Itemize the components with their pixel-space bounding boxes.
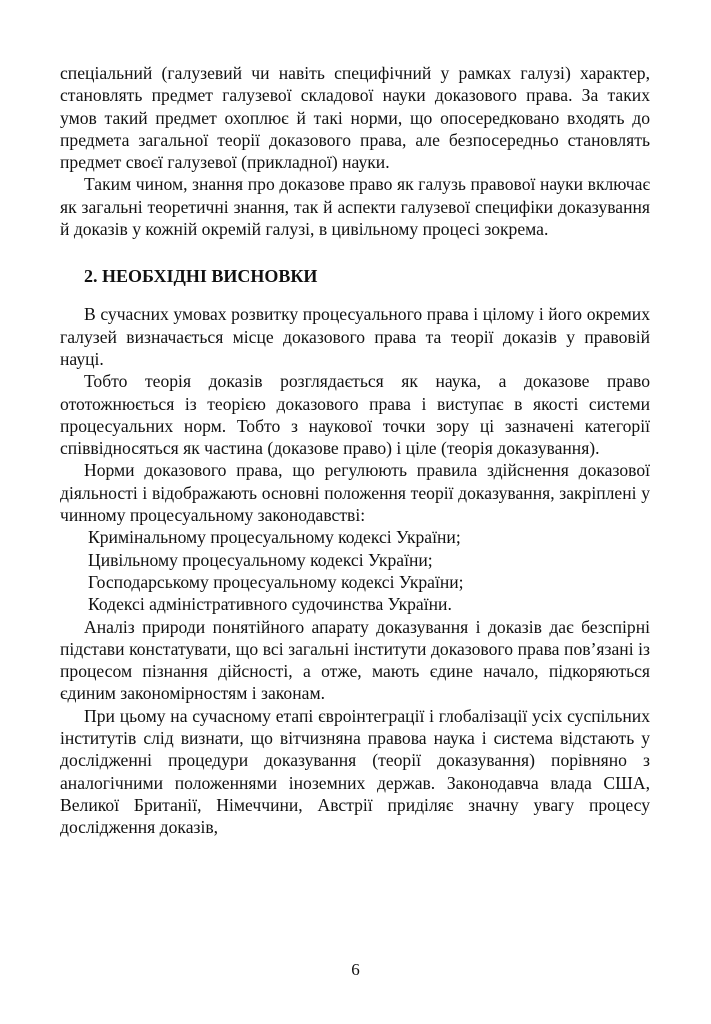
page-number: 6	[351, 960, 360, 979]
paragraph-summary: Таким чином, знання про доказове право як галузь правової науки включає як загальні теоретичні знання, так й аспекти галузевої специфіки доказування й доказів у кожній окремій галузі, в цивільному процесі зокрема.	[60, 174, 650, 240]
document-page	[60, 62, 650, 839]
paragraph-section-1: В сучасних умовах розвитку процесуального права і цілому і його окремих галузей визначається місце доказового права та теорії доказів у правовій науці.	[60, 304, 650, 369]
codes-list	[60, 526, 650, 615]
paragraph-section-2: Тобто теорія доказів розглядається як наука, а доказове право ототожнюється із теорією доказового права і виступає в якості системи процесуальних норм. Тобто з наукової точки зору ці зазначені категорії співвідносяться як частина (доказове право) і ціле (теорія доказування).	[60, 371, 650, 459]
paragraph-continued: спеціальний (галузевий чи навіть специфічний у рамках галузі) характер, становлять предмет галузевої складової науки доказового права. За таких умов такий предмет охоплює й такі норми, що опосередковано входять до предмета загальної теорії доказового права, але безпосередньо становлять предмет своєї галузевої (прикладної) науки.	[60, 63, 650, 173]
paragraph-section-3: Норми доказового права, що регулюють правила здійснення доказової діяльності і відображають основні положення теорії доказування, закріплені у чинному процесуальному законодавстві:	[60, 460, 650, 526]
list-item: Кодексі адміністративного судочинства України.	[88, 594, 452, 615]
list-item: Кримінальному процесуальному кодексі України;	[88, 527, 461, 548]
list-item: Господарському процесуальному кодексі України;	[88, 571, 464, 592]
list-item: Цивільному процесуальному кодексі України;	[88, 549, 433, 570]
paragraph-integration: При цьому на сучасному етапі євроінтеграції і глобалізації усіх суспільних інститутів слід визнати, що вітчизняна правова наука і система відстають у дослідженні процедури доказування (теорії доказування) порівняно з аналогічними положеннями іноземних держав. Законодавча влада США, Великої Британії, Німеччини, Австрії приділяє значну увагу процесу дослідження доказів,	[60, 705, 650, 838]
section-heading: 2. НЕОБХІДНІ ВИСНОВКИ	[84, 266, 318, 287]
paragraph-analysis: Аналіз природи понятійного апарату доказування і доказів дає безспірні підстави констатувати, що всі загальні інститути доказового права пов’язані із процесом пізнання дійсності, а отже, мають єдине начало, підкоряються єдиним закономірностям і законам.	[60, 616, 650, 704]
